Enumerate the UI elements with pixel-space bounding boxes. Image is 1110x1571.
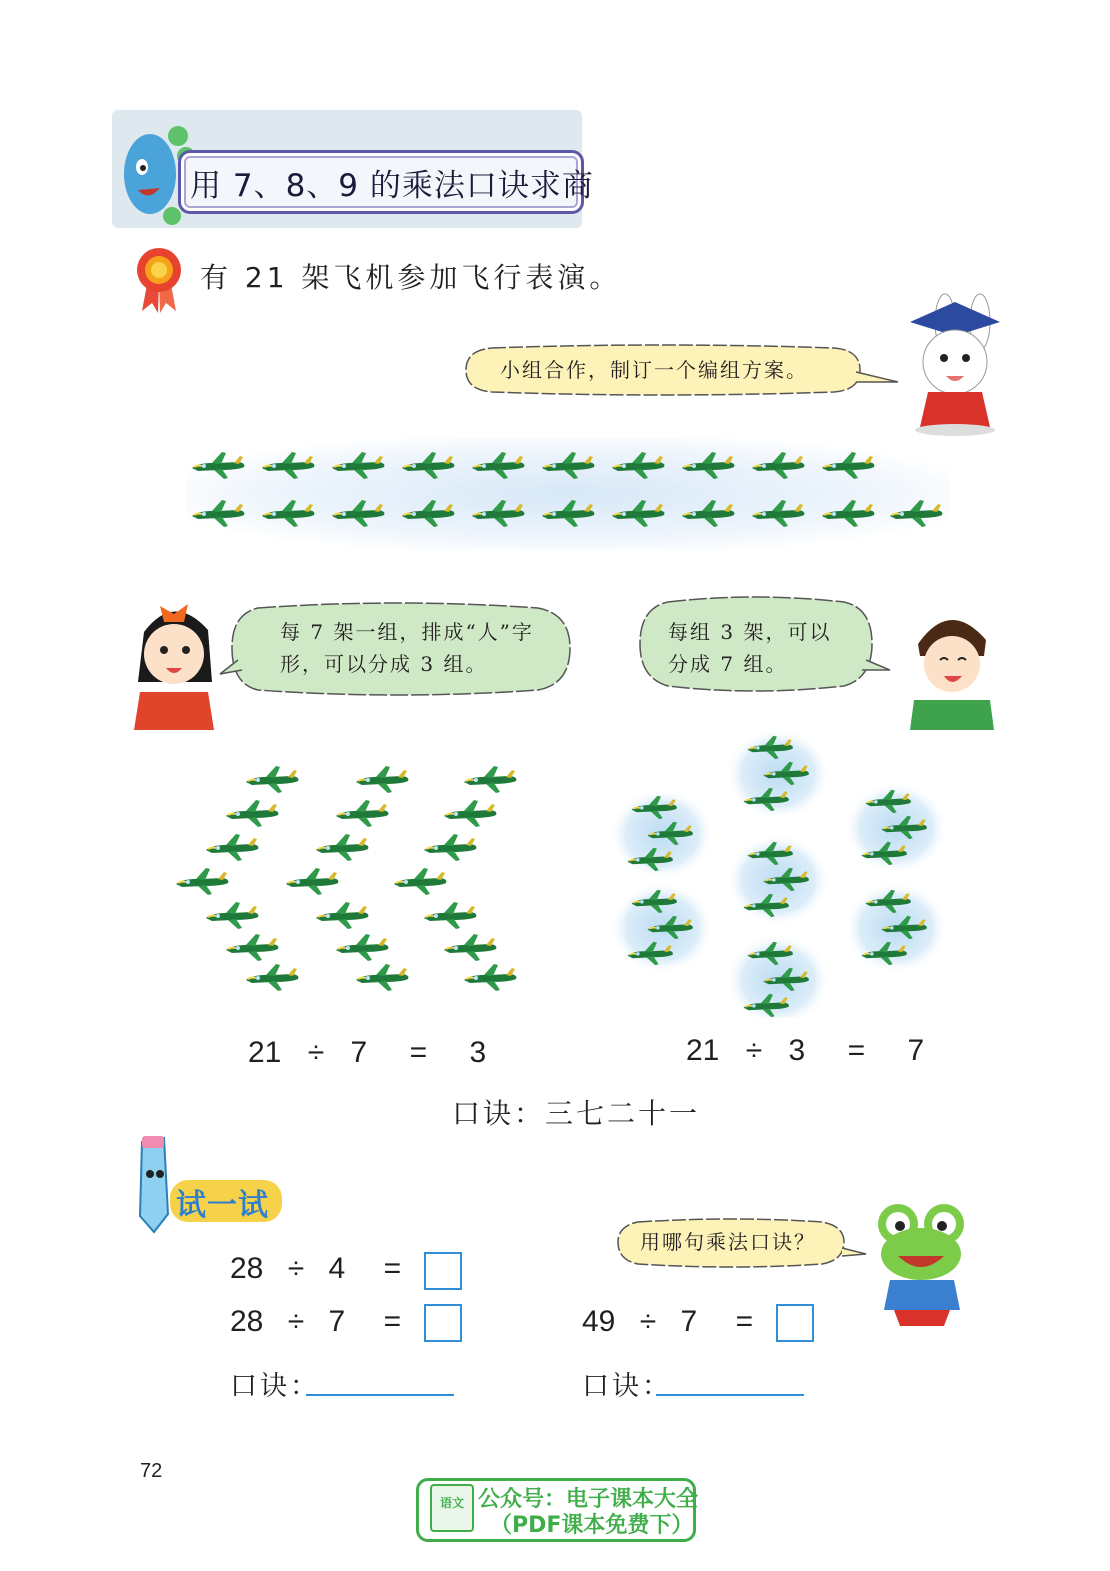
divisor: 7 [680,1305,698,1338]
quotient: 7 [907,1034,925,1067]
exercise-49-div-7 [582,1305,753,1339]
answer-box-28-div-7[interactable] [424,1304,462,1342]
divide-sign: ÷ [287,1305,305,1338]
page-number: 72 [140,1460,163,1482]
dividend: 21 [248,1036,282,1069]
girl-speech-line1: 每 7 架一组，排成“人”字 [280,620,534,644]
equals-sign: = [847,1034,866,1067]
planes-groups-of-7 [170,758,522,996]
problem-statement: 有 21 架飞机参加飞行表演。 [200,261,622,294]
equals-sign: = [383,1252,402,1285]
equals-sign: = [383,1305,402,1338]
divisor: 7 [350,1036,368,1069]
planes-all-21 [186,438,950,550]
exercise-28-div-4 [230,1252,401,1286]
badge-line1: 公众号：电子课本大全 [478,1487,699,1512]
boy-speech-line1: 每组 3 架，可以 [668,620,832,644]
page-title: 用 7、8、9 的乘法口诀求商 [190,168,594,204]
frog-speech-text: 用哪句乘法口诀？ [640,1230,816,1254]
answer-box-49-div-7[interactable] [776,1304,814,1342]
equation-21-div-7 [248,1036,486,1070]
exercise-28-div-7 [230,1305,401,1339]
boy-character [906,604,996,732]
rhyme-label-right: 口诀： [582,1371,672,1402]
divide-sign: ÷ [287,1252,305,1285]
boy-speech-line2: 分成 7 组。 [668,652,788,676]
rhyme-label-left: 口诀： [230,1371,320,1402]
equals-sign: = [735,1305,754,1338]
answer-box-28-div-4[interactable] [424,1252,462,1290]
rabbit-character [900,292,1010,437]
book-icon-label: 语文 [439,1496,464,1510]
girl-speech-line2: 形，可以分成 3 组。 [280,652,488,676]
girl-character [124,592,224,732]
book-icon [430,1484,474,1532]
rabbit-speech-text: 小组合作，制订一个编组方案。 [500,358,808,382]
dividend: 21 [686,1034,720,1067]
rhyme-blank-right[interactable] [656,1394,804,1396]
divisor: 7 [328,1305,346,1338]
divide-sign: ÷ [745,1034,763,1067]
dividend: 28 [230,1252,264,1285]
divide-sign: ÷ [639,1305,657,1338]
rosette-icon [134,245,184,315]
frog-character [864,1198,980,1330]
divide-sign: ÷ [307,1036,325,1069]
dividend: 28 [230,1305,264,1338]
dividend: 49 [582,1305,616,1338]
quotient: 3 [469,1036,487,1069]
rhyme-blank-left[interactable] [306,1394,454,1396]
try-it-title: 试一试 [176,1188,269,1223]
divisor: 3 [788,1034,806,1067]
equals-sign: = [409,1036,428,1069]
planes-groups-of-3 [598,728,954,1018]
badge-line2: （PDF课本免费下） [490,1513,694,1538]
multiplication-rhyme: 口诀：三七二十一 [452,1097,701,1130]
equation-21-div-3 [686,1034,924,1068]
divisor: 4 [328,1252,346,1285]
